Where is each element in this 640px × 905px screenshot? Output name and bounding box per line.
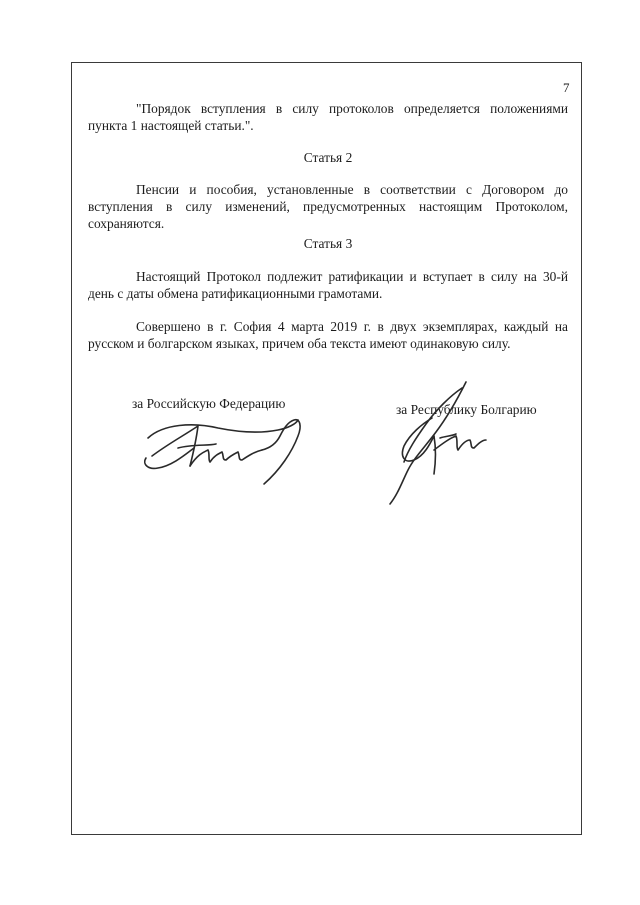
signature-russia bbox=[138, 414, 313, 489]
signature-bulgaria bbox=[370, 378, 490, 508]
paragraph-pensions: Пенсии и пособия, установленные в соответствии с Договором до вступления в силу изменений, предусмотренных настоящим Протоколом, сохраняются. bbox=[88, 182, 568, 231]
signatory-label-bulgaria: за Республику Болгарию bbox=[396, 402, 537, 417]
article-2-heading: Статья 2 bbox=[303, 150, 353, 165]
paragraph-ratification: Настоящий Протокол подлежит ратификации и вступает в силу на 30-й день с даты обмена ратификационными грамотами. bbox=[88, 269, 568, 301]
page-number: 7 bbox=[563, 80, 570, 95]
paragraph-done-at-sofia: Совершено в г. София 4 марта 2019 г. в двух экземплярах, каждый на русском и болгарском языках, причем оба текста имеют одинаковую силу. bbox=[88, 319, 568, 351]
paragraph-protocol-entry: "Порядок вступления в силу протоколов определяется положениями пункта 1 настоящей статьи.". bbox=[88, 101, 568, 133]
article-3-heading: Статья 3 bbox=[303, 236, 353, 251]
signatory-label-russia: за Российскую Федерацию bbox=[132, 396, 286, 411]
